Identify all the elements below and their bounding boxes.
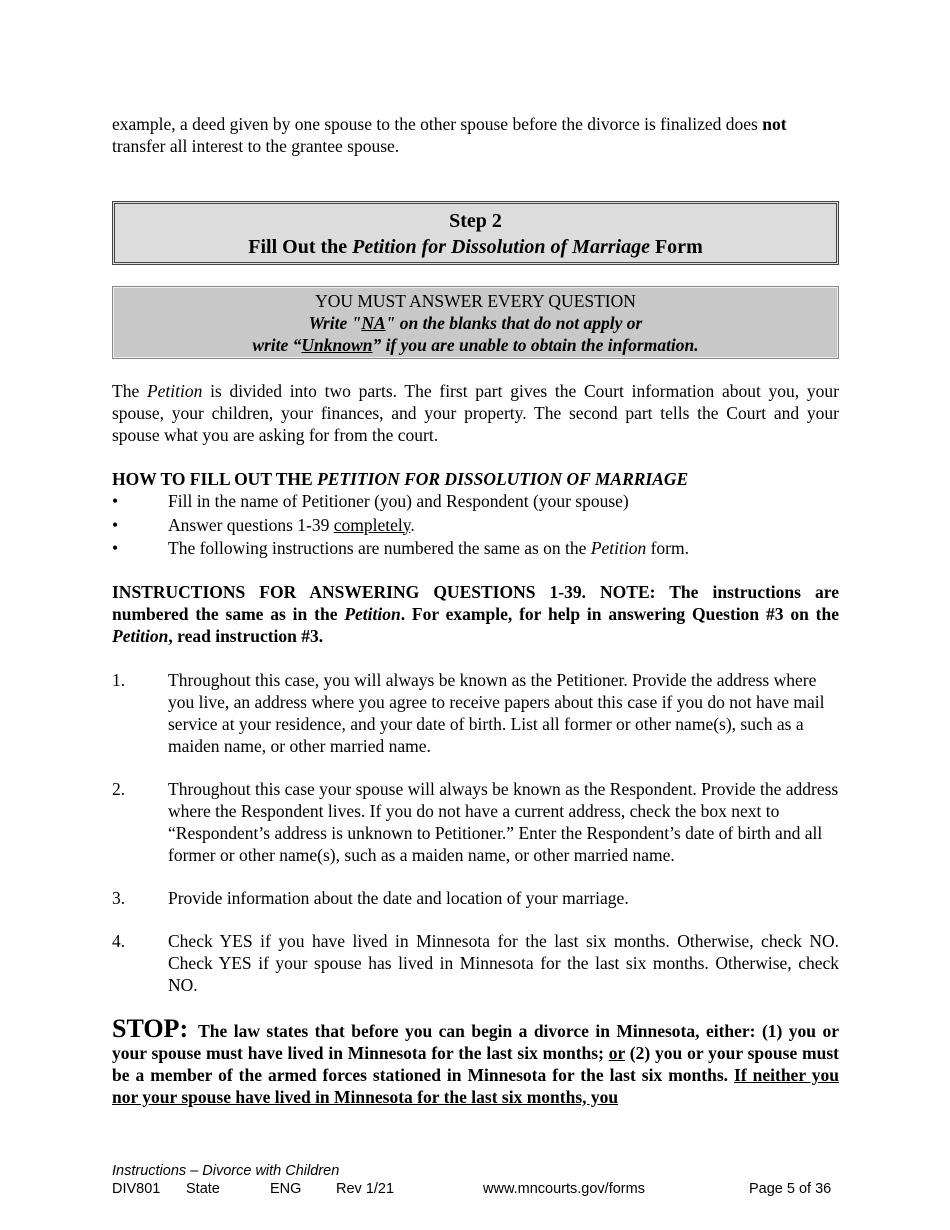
- item-number: 3.: [112, 887, 126, 908]
- website-link[interactable]: www.mncourts.gov/forms: [483, 1181, 645, 1197]
- page-footer: [112, 1162, 839, 1198]
- intro-text: example, a deed given by one spouse to the other spouse before the divorce is finalized does: [112, 114, 763, 134]
- write-unknown-line: write “Unknown” if you are unable to obtain the information.: [252, 335, 699, 355]
- item-text: Throughout this case your spouse will always be known as the Respondent. Provide the address where the Respondent lives. If you do not have a current address, check the box next to “Respondent’s address is unknown to Petitioner.” Enter the Respondent’s date of birth and all former or other name(s), such as a maiden name, or other married name.: [168, 778, 839, 865]
- form-code: DIV801: [112, 1181, 161, 1197]
- list-item: • The following instructions are numbered the same as on the Petition form.: [112, 537, 839, 561]
- item-number: 1.: [112, 669, 126, 690]
- list-item: [112, 930, 839, 996]
- list-item: [112, 778, 839, 866]
- must-answer-box: [112, 286, 839, 359]
- list-item: • Answer questions 1-39 completely.: [112, 514, 839, 538]
- write-na-line: Write "NA" on the blanks that do not apply or: [308, 313, 643, 333]
- language: ENG: [270, 1181, 302, 1197]
- petition-form-name: Petition for Dissolution of Marriage: [352, 236, 650, 258]
- intro-text-end: transfer all interest to the grantee spouse.: [112, 136, 400, 156]
- bullet-icon: •: [112, 514, 119, 535]
- intro-paragraph: [112, 113, 839, 157]
- question-instructions: [112, 669, 839, 996]
- jurisdiction: State: [186, 1181, 220, 1197]
- instructions-note: INSTRUCTIONS FOR ANSWERING QUESTIONS 1-39. NOTE: The instructions are numbered the same as in the Petition. For example, for help in answering Question #3 on the Petition, read instruction #3.: [112, 581, 839, 646]
- item-text: Throughout this case, you will always be known as the Petitioner. Provide the address where you live, an address where you agree to receive papers about this case if you do not have mail service at your residence, and your date of birth. List all former or other name(s), such as a maiden name, or other married name.: [168, 669, 825, 756]
- stop-label: STOP:: [112, 1013, 189, 1043]
- how-to-heading: HOW TO FILL OUT THE PETITION FOR DISSOLUTION OF MARRIAGE: [112, 469, 689, 489]
- footer-title: Instructions – Divorce with Children: [112, 1163, 340, 1179]
- step-label: Step 2: [449, 210, 502, 232]
- petition-description: The Petition is divided into two parts. The first part gives the Court information about you, your spouse, your children, your finances, and your property. The second part tells the Court and your spouse what you are asking for from the court.: [112, 381, 839, 445]
- list-item: [112, 887, 839, 909]
- page-number: Page 5 of 36: [749, 1181, 832, 1197]
- revision: Rev 1/21: [336, 1181, 395, 1197]
- stop-notice: STOP: The law states that before you can begin a divorce in Minnesota, either: (1) you or your spouse must have lived in Minnesota for the last six months; or (2) you or your spouse must be a member of the armed forces stationed in Minnesota for the last six months. If neither you nor your spouse have lived in Minnesota for the last six months, you: [112, 1013, 840, 1107]
- residency-warning: If neither you nor your spouse have lived in Minnesota for the last six months, you: [112, 1064, 839, 1107]
- document-page: [112, 113, 839, 1108]
- item-number: 2.: [112, 778, 126, 799]
- how-to-list: [112, 490, 839, 561]
- intro-bold-not: not: [762, 114, 787, 134]
- list-item: [112, 669, 839, 757]
- list-item: • Fill in the name of Petitioner (you) and Respondent (your spouse): [112, 490, 839, 514]
- bullet-icon: •: [112, 538, 119, 558]
- step-2-box: [112, 201, 839, 265]
- step-title: Fill Out the Petition for Dissolution of Marriage Form: [248, 236, 703, 258]
- bullet-icon: •: [112, 491, 119, 511]
- footer-meta: [112, 1180, 839, 1198]
- must-answer-heading: YOU MUST ANSWER EVERY QUESTION: [315, 291, 636, 311]
- item-number: 4.: [112, 930, 126, 951]
- item-text: Provide information about the date and location of your marriage.: [168, 887, 629, 908]
- item-text: Check YES if you have lived in Minnesota for the last six months. Otherwise, check NO. Check YES if your spouse has lived in Minnesota for the last six months. Otherwise, check NO.: [168, 930, 839, 995]
